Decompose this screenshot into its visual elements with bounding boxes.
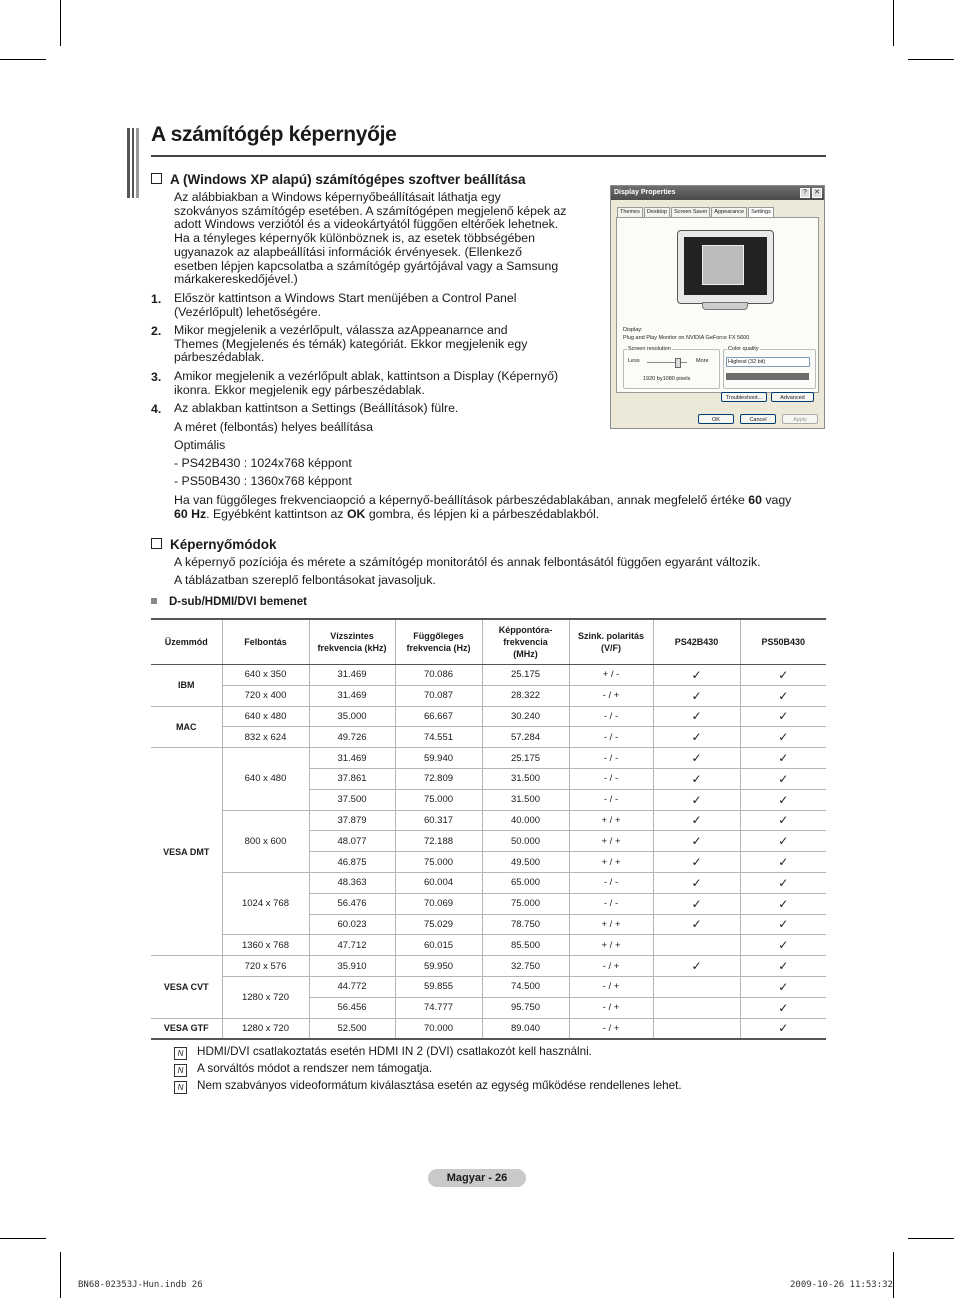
note-icon: N (174, 1064, 187, 1077)
note-text: Nem szabványos videoformátum kiválasztása esetén az egység működése rendellenes lehet. (197, 1079, 682, 1092)
freq-bold: 60 (748, 493, 762, 507)
pixel-clock-cell: 30.240 (482, 706, 569, 727)
ps50b430-support-cell (740, 997, 826, 1018)
freq-text: Ha van függőleges frekvenciaopció a képernyő-beállítások párbeszédablakában, annak megfelelő értéke (174, 493, 749, 507)
polarity-cell: - / - (569, 727, 653, 748)
note-item (174, 1062, 432, 1077)
horizontal-freq-cell: 37.879 (309, 810, 395, 831)
vertical-freq-cell: 75.000 (395, 852, 482, 873)
ps50b430-support-cell (740, 831, 826, 852)
vertical-freq-cell: 59.950 (395, 956, 482, 977)
less-label: Less (628, 358, 640, 364)
note-icon: N (174, 1081, 187, 1094)
modes-line-1: A képernyő pozíciója és mérete a számítógép monitorától és annak felbontásától függően egyaránt változik. (174, 555, 761, 569)
resolution-cell: 720 x 576 (222, 956, 309, 977)
pixel-clock-cell: 78.750 (482, 914, 569, 935)
resolution-line: A méret (felbontás) helyes beállítása (174, 420, 373, 434)
ps50b430-support-cell (740, 893, 826, 914)
header-text: (V/F) (601, 643, 621, 653)
crop-mark (893, 1252, 894, 1298)
resolution-cell: 800 x 600 (222, 810, 309, 872)
input-subheading-text: D-sub/HDMI/DVI bemenet (169, 596, 308, 608)
monitor-window-preview (702, 245, 744, 285)
polarity-cell: + / + (569, 914, 653, 935)
table-row (151, 810, 826, 831)
check-icon: ✓ (778, 730, 789, 745)
horizontal-freq-cell: 49.726 (309, 727, 395, 748)
close-icon[interactable]: ✕ (812, 188, 822, 198)
check-icon: ✓ (691, 917, 702, 932)
ps42b430-support-cell (653, 831, 740, 852)
polarity-cell: + / + (569, 810, 653, 831)
note-icon: N (174, 1047, 187, 1060)
tab-settings[interactable]: Settings (748, 207, 774, 217)
check-icon: ✓ (778, 938, 789, 953)
color-quality-label: Color quality (728, 346, 759, 352)
freq-text: . Egyébként kattintson az (206, 506, 347, 521)
ps50b430-support-cell (740, 956, 826, 977)
model-resolution-1: - PS42B430 : 1024x768 képpont (174, 456, 352, 470)
table-row (151, 706, 826, 727)
pixel-clock-cell: 74.500 (482, 976, 569, 997)
horizontal-freq-cell: 44.772 (309, 976, 395, 997)
ps50b430-support-cell (740, 727, 826, 748)
ps42b430-support-cell (653, 706, 740, 727)
section-heading-text: A (Windows XP alapú) számítógépes szoftver beállítása (170, 172, 526, 187)
check-icon: ✓ (778, 709, 789, 724)
horizontal-freq-cell: 35.000 (309, 706, 395, 727)
polarity-cell: + / + (569, 831, 653, 852)
screen-resolution-group (623, 349, 720, 389)
check-icon: ✓ (691, 730, 702, 745)
vertical-freq-cell: 72.809 (395, 768, 482, 789)
step-number: 2. (151, 324, 162, 338)
display-value: Plug and Play Monitor on NVIDIA GeForce FX 5600 (623, 335, 750, 341)
header-text: PS50B430 (761, 637, 806, 647)
horizontal-freq-cell: 56.476 (309, 893, 395, 914)
step-line: párbeszédablak. (174, 350, 265, 365)
header-text: Vízszintes (330, 631, 374, 641)
step-line: Először kattintson a Windows Start menüjében a Control Panel (174, 291, 517, 305)
ps50b430-support-cell (740, 1018, 826, 1039)
page-number-badge: Magyar - 26 (428, 1169, 526, 1187)
crop-mark (908, 59, 954, 60)
tab-themes[interactable]: Themes (617, 207, 643, 217)
table-header-cell (151, 619, 222, 665)
vertical-freq-cell: 74.551 (395, 727, 482, 748)
crop-mark (0, 1238, 46, 1239)
step-number: 1. (151, 292, 162, 306)
header-text: frekvencia (kHz) (317, 643, 387, 653)
ps42b430-support-cell (653, 727, 740, 748)
ps42b430-support-cell (653, 914, 740, 935)
resolution-cell: 640 x 480 (222, 706, 309, 727)
ps50b430-support-cell (740, 810, 826, 831)
intro-line: Az alábbiakban a Windows képernyőbeállításait láthatja egy (174, 190, 501, 204)
footer-timestamp: 2009-10-26 11:53:32 (790, 1280, 893, 1290)
monitor-stand (702, 302, 748, 310)
intro-line: szokványos számítógép esetében. A számítógépen megjelenő képek az (174, 203, 567, 218)
section-heading-software (151, 172, 525, 187)
ps42b430-support-cell (653, 956, 740, 977)
mode-cell: VESA GTF (151, 1018, 222, 1039)
vertical-freq-cell: 59.855 (395, 976, 482, 997)
apply-button[interactable]: Apply (782, 414, 818, 424)
mode-cell: VESA DMT (151, 748, 222, 956)
header-text: PS42B430 (674, 637, 719, 647)
pixel-clock-cell: 95.750 (482, 997, 569, 1018)
polarity-cell: - / - (569, 893, 653, 914)
pixel-clock-cell: 28.322 (482, 685, 569, 706)
resolution-slider-track[interactable] (647, 362, 687, 363)
frequency-paragraph (174, 494, 834, 521)
ps42b430-support-cell (653, 810, 740, 831)
horizontal-freq-cell: 56.456 (309, 997, 395, 1018)
ps42b430-support-cell (653, 1018, 740, 1039)
check-icon: ✓ (778, 792, 789, 807)
monitor-screen (684, 237, 767, 295)
ps42b430-support-cell (653, 748, 740, 769)
checkbox-bullet-icon (151, 538, 162, 549)
horizontal-freq-cell: 48.363 (309, 872, 395, 893)
check-icon: ✓ (691, 896, 702, 911)
table-row (151, 685, 826, 706)
resolution-cell: 1280 x 720 (222, 976, 309, 1018)
ps42b430-support-cell (653, 976, 740, 997)
polarity-cell: - / - (569, 768, 653, 789)
polarity-cell: - / + (569, 685, 653, 706)
dialog-title-bar (611, 186, 824, 200)
pixel-clock-cell: 32.750 (482, 956, 569, 977)
horizontal-freq-cell: 60.023 (309, 914, 395, 935)
ps42b430-support-cell (653, 789, 740, 810)
polarity-cell: - / + (569, 956, 653, 977)
tab-appearance[interactable]: Appearance (711, 207, 747, 217)
square-bullet-icon (151, 598, 157, 604)
vertical-freq-cell: 59.940 (395, 748, 482, 769)
pixel-clock-cell: 50.000 (482, 831, 569, 852)
ps42b430-support-cell (653, 893, 740, 914)
check-icon: ✓ (778, 688, 789, 703)
ps42b430-support-cell (653, 872, 740, 893)
polarity-cell: - / - (569, 789, 653, 810)
section-heading-text: Képernyőmódok (170, 537, 277, 552)
intro-paragraph (174, 191, 566, 287)
polarity-cell: - / - (569, 706, 653, 727)
header-text: Képpontóra- (498, 625, 553, 635)
check-icon: ✓ (691, 792, 702, 807)
color-quality-group (723, 349, 816, 389)
header-text: frekvencia (503, 637, 548, 647)
note-text: HDMI/DVI csatlakoztatás esetén HDMI IN 2 (DVI) csatlakozót kell használni. (197, 1045, 592, 1058)
note-item (174, 1079, 682, 1094)
step-line: Amikor megjelenik a vezérlőpult ablak, kattintson a Display (Képernyő) (174, 369, 559, 383)
polarity-cell: - / + (569, 976, 653, 997)
polarity-cell: - / + (569, 1018, 653, 1039)
vertical-freq-cell: 60.015 (395, 935, 482, 956)
check-icon: ✓ (691, 667, 702, 682)
pixel-clock-cell: 57.284 (482, 727, 569, 748)
intro-line: adott Windows verziótól és a videokártyától függően eltérőek lehetnek. (174, 217, 559, 232)
modes-line-2: A táblázatban szereplő felbontásokat javasoljuk. (174, 573, 436, 587)
step-number: 3. (151, 370, 162, 384)
crop-mark (908, 1238, 954, 1239)
ps42b430-support-cell (653, 997, 740, 1018)
resolution-cell: 640 x 480 (222, 748, 309, 810)
dialog-tabs (617, 207, 775, 217)
freq-text: vagy (761, 493, 792, 507)
vertical-freq-cell: 75.000 (395, 789, 482, 810)
check-icon: ✓ (691, 855, 702, 870)
ps42b430-support-cell (653, 768, 740, 789)
monitor-icon (677, 230, 774, 304)
ok-button[interactable]: OK (698, 414, 734, 424)
table-row (151, 956, 826, 977)
horizontal-freq-cell: 31.469 (309, 665, 395, 686)
step-line: Mikor megjelenik a vezérlőpult, válassza azAppeanarnce and (174, 323, 508, 337)
check-icon: ✓ (778, 979, 789, 994)
horizontal-freq-cell: 48.077 (309, 831, 395, 852)
check-icon: ✓ (778, 667, 789, 682)
color-quality-preview-bar (726, 373, 809, 380)
vertical-freq-cell: 70.087 (395, 685, 482, 706)
step-text (174, 402, 458, 416)
header-bar-decoration (127, 128, 139, 198)
resolution-cell: 1024 x 768 (222, 872, 309, 934)
horizontal-freq-cell: 47.712 (309, 935, 395, 956)
pixel-clock-cell: 75.000 (482, 893, 569, 914)
polarity-cell: - / + (569, 997, 653, 1018)
pixel-clock-cell: 40.000 (482, 810, 569, 831)
intro-line: esetben lépjen kapcsolatba a számítógép gyártójával vagy a Samsung (174, 258, 559, 273)
check-icon: ✓ (778, 751, 789, 766)
ps50b430-support-cell (740, 665, 826, 686)
mode-cell: MAC (151, 706, 222, 748)
vertical-freq-cell: 66.667 (395, 706, 482, 727)
table-row (151, 727, 826, 748)
header-text: Szink. polaritás (577, 631, 645, 641)
help-icon[interactable]: ? (800, 188, 810, 198)
ps50b430-support-cell (740, 748, 826, 769)
ps50b430-support-cell (740, 976, 826, 997)
table-header-cell (569, 619, 653, 665)
table-header-cell (309, 619, 395, 665)
pixel-clock-cell: 85.500 (482, 935, 569, 956)
check-icon: ✓ (778, 834, 789, 849)
step-line: (Vezérlőpult) lehetőségére. (174, 304, 321, 319)
crop-mark (60, 0, 61, 46)
note-text: A sorváltós módot a rendszer nem támogatja. (197, 1062, 433, 1075)
page-title: A számítógép képernyője (151, 123, 397, 146)
intro-line: Ha a tényleges képernyők különböznek is, az esetek többségében (174, 231, 535, 246)
resolution-cell: 720 x 400 (222, 685, 309, 706)
mode-cell: VESA CVT (151, 956, 222, 1018)
ps50b430-support-cell (740, 768, 826, 789)
step-number: 4. (151, 402, 162, 416)
check-icon: ✓ (691, 751, 702, 766)
tab-desktop[interactable]: Desktop (644, 207, 670, 217)
check-icon: ✓ (778, 855, 789, 870)
crop-mark (0, 59, 46, 60)
mode-cell: IBM (151, 665, 222, 707)
vertical-freq-cell: 70.069 (395, 893, 482, 914)
freq-text: gombra, és lépjen ki a párbeszédablakból. (365, 506, 600, 521)
vertical-freq-cell: 72.188 (395, 831, 482, 852)
ps50b430-support-cell (740, 685, 826, 706)
intro-line: márkakereskedőjével.) (174, 272, 298, 287)
table-header-cell (222, 619, 309, 665)
check-icon: ✓ (691, 771, 702, 786)
resolution-value: 1920 by1080 pixels (643, 376, 691, 382)
note-item (174, 1045, 592, 1060)
step-text (174, 324, 527, 365)
ps42b430-support-cell (653, 685, 740, 706)
vertical-freq-cell: 70.086 (395, 665, 482, 686)
color-quality-select[interactable]: Highest (32 bit) (726, 357, 810, 367)
ps42b430-support-cell (653, 935, 740, 956)
ps50b430-support-cell (740, 935, 826, 956)
header-text: (MHz) (513, 649, 538, 659)
check-icon: ✓ (778, 1021, 789, 1036)
horizontal-freq-cell: 46.875 (309, 852, 395, 873)
check-icon: ✓ (691, 813, 702, 828)
vertical-freq-cell: 74.777 (395, 997, 482, 1018)
check-icon: ✓ (691, 688, 702, 703)
troubleshoot-button[interactable]: Troubleshoot... (721, 392, 767, 402)
header-text: frekvencia (Hz) (406, 643, 471, 653)
resolution-cell: 640 x 350 (222, 665, 309, 686)
display-label: Display: (623, 327, 643, 333)
table-row (151, 1018, 826, 1039)
pixel-clock-cell: 25.175 (482, 748, 569, 769)
section-heading-modes (151, 537, 277, 552)
screen-resolution-label: Screen resolution (628, 346, 671, 352)
ps42b430-support-cell (653, 665, 740, 686)
resolution-cell: 1360 x 768 (222, 935, 309, 956)
table-row (151, 748, 826, 769)
polarity-cell: + / - (569, 665, 653, 686)
horizontal-freq-cell: 35.910 (309, 956, 395, 977)
more-label: More (696, 358, 709, 364)
table-header-cell (740, 619, 826, 665)
polarity-cell: - / - (569, 748, 653, 769)
model-resolution-2: - PS50B430 : 1360x768 képpont (174, 474, 352, 488)
table-header-cell (653, 619, 740, 665)
table-row (151, 872, 826, 893)
vertical-freq-cell: 70.000 (395, 1018, 482, 1039)
header-text: Üzemmód (164, 637, 208, 647)
step-text (174, 292, 516, 319)
intro-line: ugyanazok az alapbeállítási információk érvényesek. (Ellenkező (174, 244, 522, 259)
ps50b430-support-cell (740, 852, 826, 873)
check-icon: ✓ (778, 875, 789, 890)
table-row (151, 976, 826, 997)
vertical-freq-cell: 75.029 (395, 914, 482, 935)
table-header-cell (395, 619, 482, 665)
crop-mark (893, 0, 894, 46)
resolution-cell: 1280 x 720 (222, 1018, 309, 1039)
freq-bold: OK (346, 506, 366, 521)
display-modes-table (151, 618, 826, 1040)
horizontal-freq-cell: 31.469 (309, 685, 395, 706)
optimal-label: Optimális (174, 438, 226, 452)
step-line: Themes (Megjelenés és témák) kategóriát. Ekkor megjelenik egy (174, 336, 528, 351)
table-header-cell (482, 619, 569, 665)
check-icon: ✓ (778, 917, 789, 932)
check-icon: ✓ (778, 1000, 789, 1015)
cancel-button[interactable]: Cancel (740, 414, 776, 424)
horizontal-freq-cell: 31.469 (309, 748, 395, 769)
ps50b430-support-cell (740, 872, 826, 893)
resolution-cell: 832 x 624 (222, 727, 309, 748)
step-text (174, 370, 558, 397)
check-icon: ✓ (778, 771, 789, 786)
horizontal-freq-cell: 52.500 (309, 1018, 395, 1039)
pixel-clock-cell: 31.500 (482, 789, 569, 810)
tab-screen-saver[interactable]: Screen Saver (671, 207, 710, 217)
horizontal-freq-cell: 37.861 (309, 768, 395, 789)
footer-file-info: BN68-02353J-Hun.indb 26 (78, 1280, 203, 1290)
resolution-slider-thumb[interactable] (675, 358, 681, 368)
checkbox-bullet-icon (151, 173, 162, 184)
settings-panel (616, 217, 819, 401)
pixel-clock-cell: 65.000 (482, 872, 569, 893)
polarity-cell: + / + (569, 852, 653, 873)
title-rule (151, 155, 826, 157)
header-text: Felbontás (244, 637, 287, 647)
check-icon: ✓ (778, 896, 789, 911)
check-icon: ✓ (691, 875, 702, 890)
vertical-freq-cell: 60.317 (395, 810, 482, 831)
check-icon: ✓ (691, 709, 702, 724)
ps50b430-support-cell (740, 914, 826, 935)
table-row (151, 665, 826, 686)
check-icon: ✓ (691, 959, 702, 974)
pixel-clock-cell: 49.500 (482, 852, 569, 873)
table-body (151, 665, 826, 1040)
ps42b430-support-cell (653, 852, 740, 873)
display-properties-dialog (610, 185, 825, 429)
freq-bold: 60 Hz (174, 506, 207, 521)
pixel-clock-cell: 89.040 (482, 1018, 569, 1039)
step-line: Az ablakban kattintson a Settings (Beállítások) fülre. (174, 401, 459, 415)
table-row (151, 935, 826, 956)
polarity-cell: + / + (569, 935, 653, 956)
input-subheading (151, 596, 307, 610)
table-header-row (151, 619, 826, 665)
pixel-clock-cell: 31.500 (482, 768, 569, 789)
horizontal-freq-cell: 37.500 (309, 789, 395, 810)
pixel-clock-cell: 25.175 (482, 665, 569, 686)
vertical-freq-cell: 60.004 (395, 872, 482, 893)
ps50b430-support-cell (740, 789, 826, 810)
check-icon: ✓ (691, 834, 702, 849)
ps50b430-support-cell (740, 706, 826, 727)
step-line: ikonra. Ekkor megjelenik egy párbeszédablak. (174, 382, 425, 397)
crop-mark (60, 1252, 61, 1298)
dialog-title: Display Properties (614, 189, 676, 196)
check-icon: ✓ (778, 959, 789, 974)
header-text: Függőleges (413, 631, 464, 641)
polarity-cell: - / - (569, 872, 653, 893)
advanced-button[interactable]: Advanced (771, 392, 814, 402)
check-icon: ✓ (778, 813, 789, 828)
